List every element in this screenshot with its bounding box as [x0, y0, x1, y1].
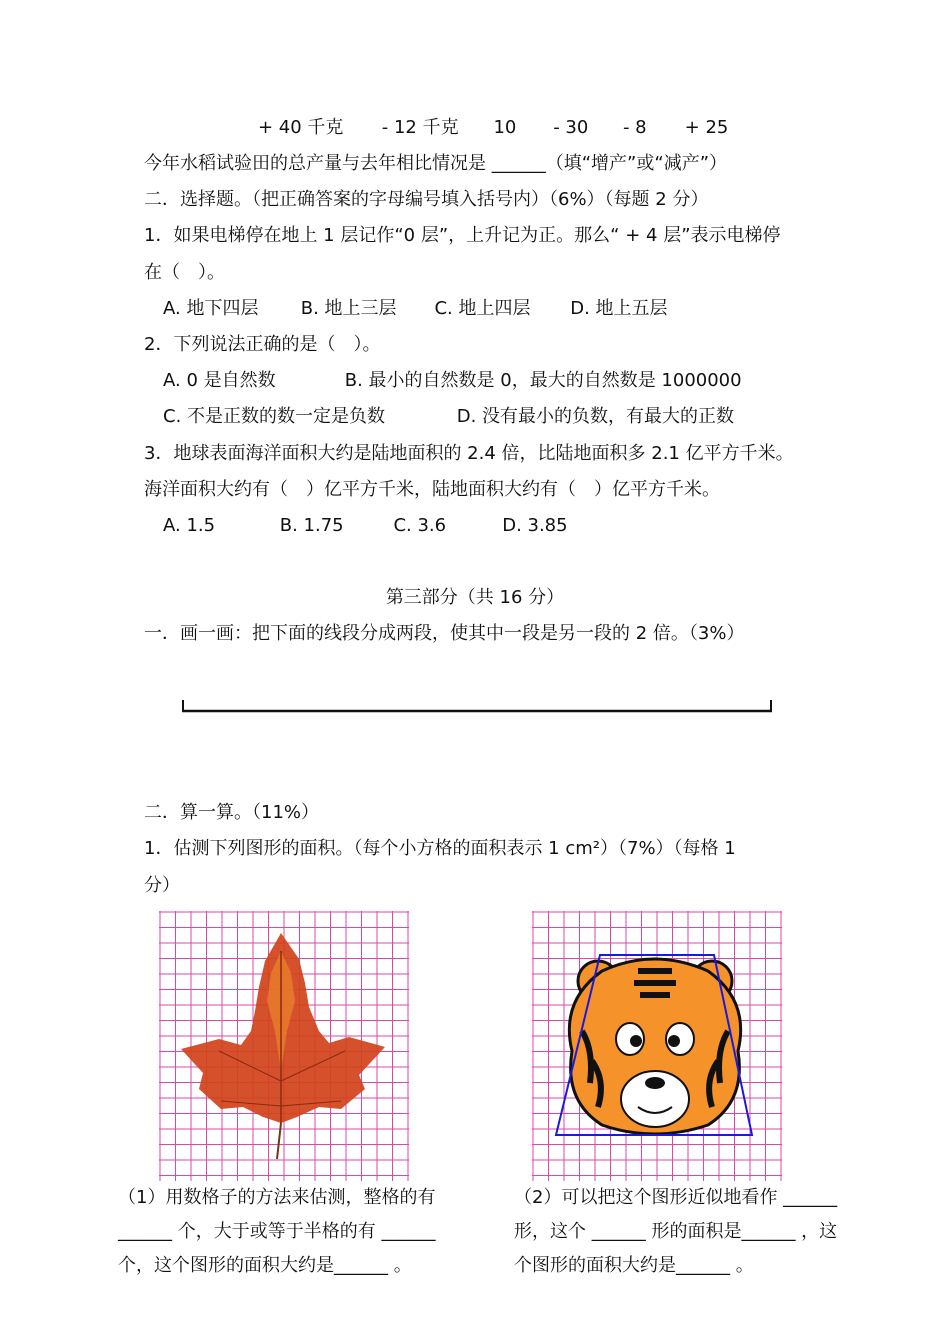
option: D. 地上五层 — [570, 298, 668, 319]
question-1-options — [163, 297, 668, 321]
question-2-options-row1 — [163, 369, 742, 393]
leaf-caption-line: （1）用数格子的方法来估测，整格的有 — [118, 1187, 436, 1208]
option: C. 地上四层 — [434, 298, 531, 319]
tiger-caption-line: （2）可以把这个图形近似地看作 ______ — [514, 1187, 838, 1208]
question-2-text: 2．下列说法正确的是（ ）。 — [144, 334, 381, 355]
value-row — [258, 116, 728, 140]
option: D. 没有最小的负数，有最大的正数 — [456, 406, 735, 427]
maple-leaf-image — [181, 933, 385, 1159]
question-1-text: 1．如果电梯停在地上 1 层记作“0 层”，上升记为正。那么“ + 4 层”表示电梯停 — [144, 225, 781, 246]
option: D. 3.85 — [502, 515, 568, 536]
question-3-text-cont: 海洋面积大约有（ ）亿平方千米，陆地面积大约有（ ）亿平方千米。 — [144, 479, 720, 500]
option: C. 不是正数的数一定是负数 — [163, 406, 386, 427]
question-2-options-row2 — [163, 405, 734, 429]
option: C. 3.6 — [393, 515, 447, 536]
estimate-task-text: 1．估测下列图形的面积。（每个小方格的面积表示 1 cm²）（7%）（每格 1 — [144, 838, 736, 859]
draw-task-title: 一．画一画：把下面的线段分成两段，使其中一段是另一段的 2 倍。（3%） — [144, 623, 745, 644]
leaf-caption-line: ______ 个，大于或等于半格的有 ______ — [118, 1221, 436, 1242]
question-1-text-cont: 在（ ）。 — [144, 262, 225, 283]
value-item: + 25 — [684, 117, 729, 138]
calc-section-title: 二．算一算。（11%） — [144, 802, 320, 823]
leaf-caption-line: 个，这个图形的面积大约是______ 。 — [118, 1255, 412, 1276]
value-item: 10 — [493, 117, 517, 138]
value-item: - 8 — [622, 117, 647, 138]
option: A. 地下四层 — [163, 298, 259, 319]
question-3-options — [163, 514, 568, 538]
tiger-face-image — [569, 959, 740, 1134]
value-item: + 40 千克 — [258, 117, 344, 138]
value-item: - 12 千克 — [381, 117, 459, 138]
option: B. 最小的自然数是 0，最大的自然数是 1000000 — [344, 370, 742, 391]
part-3-title: 第三部分（共 16 分） — [385, 587, 565, 608]
option: B. 1.75 — [279, 515, 344, 536]
estimate-task-text-cont: 分） — [144, 875, 180, 896]
rice-question: 今年水稻试验田的总产量与去年相比情况是 ______（填“增产”或“减产”） — [144, 153, 728, 174]
leaf-grid — [159, 911, 409, 1181]
option: A. 1.5 — [163, 515, 216, 536]
tiger-grid — [532, 911, 782, 1181]
value-item: - 30 — [553, 117, 589, 138]
line-segment — [181, 698, 773, 716]
option: B. 地上三层 — [300, 298, 397, 319]
tiger-caption-line: 个图形的面积大约是______ 。 — [514, 1255, 754, 1276]
section-title: 二．选择题。（把正确答案的字母编号填入括号内）（6%）（每题 2 分） — [144, 189, 709, 210]
tiger-caption-line: 形，这个 ______ 形的面积是______ ，这 — [514, 1221, 838, 1242]
question-3-text: 3．地球表面海洋面积大约是陆地面积的 2.4 倍，比陆地面积多 2.1 亿平方千米。 — [144, 443, 794, 464]
option: A. 0 是自然数 — [163, 370, 276, 391]
